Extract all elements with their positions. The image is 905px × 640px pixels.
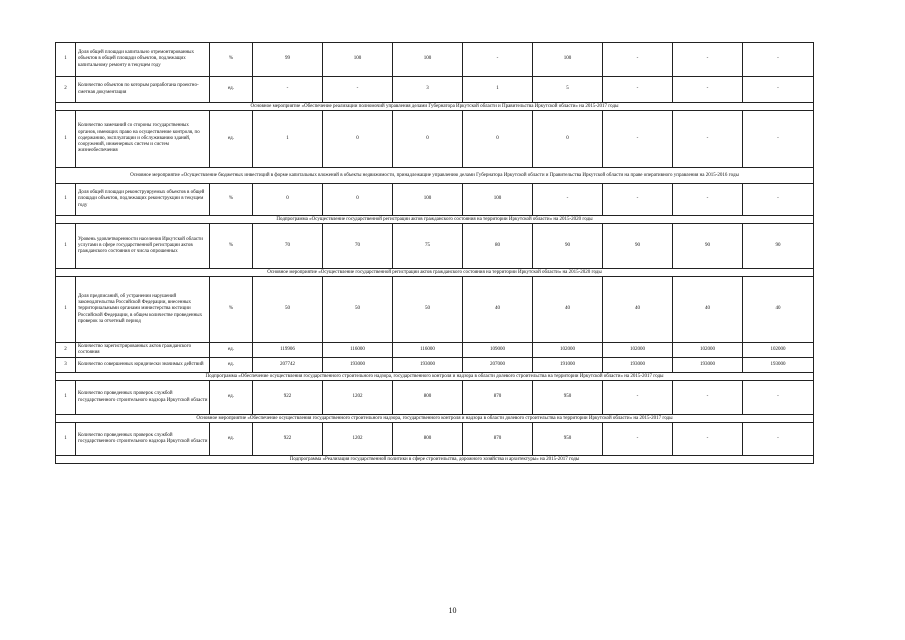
- value-cell: -: [743, 77, 814, 103]
- section-title: Основное мероприятие «Обеспечение осуществления государственного строительного надзора, государственного контроля и надзора в области долевого строительства на территории Иркутской области» на 2015-2017 годы: [56, 415, 814, 423]
- row-number: 1: [56, 381, 76, 415]
- value-cell: 40: [463, 277, 533, 343]
- value-cell: -: [743, 423, 814, 456]
- table-row: [56, 184, 814, 216]
- indicator-name: Доля предписаний, об устранении нарушений законодательства Российской Федерации, внесенных территориальными органами министерства юстиции Российской Федерации, в общем количестве проведенных проверок за отчетный период: [76, 277, 210, 343]
- value-cell: 75: [393, 224, 463, 269]
- value-cell: 0: [323, 111, 393, 168]
- value-cell: 800: [393, 381, 463, 415]
- indicator-name: Количество зарегистрированных актов гражданского состояния: [76, 343, 210, 358]
- value-cell: 193000: [323, 358, 393, 373]
- value-cell: 870: [463, 423, 533, 456]
- section-row: [56, 216, 814, 224]
- value-cell: 90: [603, 224, 673, 269]
- value-cell: 70: [323, 224, 393, 269]
- value-cell: -: [743, 184, 814, 216]
- indicator-name: Доля общей площади реконструируемых объектов в общей площади объектов, подлежащих реконструкции в текущем году: [76, 184, 210, 216]
- value-cell: 800: [393, 423, 463, 456]
- value-cell: 102000: [603, 343, 673, 358]
- value-cell: 90: [673, 224, 743, 269]
- value-cell: 50: [323, 277, 393, 343]
- row-number: 1: [56, 184, 76, 216]
- row-number: 3: [56, 358, 76, 373]
- value-cell: -: [463, 43, 533, 77]
- value-cell: 50: [393, 277, 463, 343]
- value-cell: 0: [463, 111, 533, 168]
- unit-cell: ед.: [210, 423, 253, 456]
- table-row: [56, 343, 814, 358]
- value-cell: 90: [743, 224, 814, 269]
- indicator-name: Количество проведенных проверок службой государственного строительного надзора Иркутской области: [76, 423, 210, 456]
- value-cell: 90: [533, 224, 603, 269]
- indicator-name: Количество замечаний со стороны государственных органов, имеющих право на осуществление контроля, по содержанию, эксплуатации и обслуживанию зданий, сооружений, инженерных систем и систем жизнеобеспечения: [76, 111, 210, 168]
- value-cell: 0: [393, 111, 463, 168]
- section-title: Основное мероприятие «Осуществление бюджетных инвестиций в форме капитальных вложений в объекты недвижимости, принадлежащие управлению делами Губернатора Иркутской области и Правительства Иркутской области на праве оперативного управления на 2015-2016 годы: [56, 168, 814, 184]
- section-title: Основное мероприятие «Осуществление государственной регистрации актов гражданского состояния на территории Иркутской области» на 2015-2020 годы: [56, 269, 814, 277]
- table-row: [56, 358, 814, 373]
- value-cell: -: [673, 111, 743, 168]
- row-number: 2: [56, 343, 76, 358]
- value-cell: 100: [323, 43, 393, 77]
- section-title: Основное мероприятие «Обеспечение реализации полномочий управления делами Губернатора Иркутской области и Правительства Иркутской области» на 2015-2017 годы: [56, 103, 814, 111]
- value-cell: -: [673, 184, 743, 216]
- value-cell: -: [603, 184, 673, 216]
- value-cell: 102000: [533, 343, 603, 358]
- value-cell: 40: [673, 277, 743, 343]
- value-cell: 870: [463, 381, 533, 415]
- indicators-table: [55, 42, 814, 464]
- value-cell: -: [603, 111, 673, 168]
- value-cell: -: [743, 381, 814, 415]
- section-row: [56, 269, 814, 277]
- value-cell: 191000: [533, 358, 603, 373]
- section-row: [56, 168, 814, 184]
- unit-cell: %: [210, 277, 253, 343]
- unit-cell: %: [210, 224, 253, 269]
- value-cell: 99: [253, 43, 323, 77]
- row-number: 2: [56, 77, 76, 103]
- value-cell: 50: [253, 277, 323, 343]
- value-cell: 1: [253, 111, 323, 168]
- unit-cell: ед.: [210, 77, 253, 103]
- value-cell: -: [603, 381, 673, 415]
- value-cell: 1: [463, 77, 533, 103]
- value-cell: 116000: [393, 343, 463, 358]
- unit-cell: ед.: [210, 111, 253, 168]
- value-cell: -: [673, 43, 743, 77]
- indicator-name: Уровень удовлетворенности населения Иркутской области услугами в сфере государственной регистрации актов гражданского состояния от числа опрошенных: [76, 224, 210, 269]
- row-number: 1: [56, 43, 76, 77]
- unit-cell: %: [210, 184, 253, 216]
- section-row: [56, 456, 814, 464]
- value-cell: 193000: [743, 358, 814, 373]
- indicator-name: Количество объектов по которым разработана проектно-сметная документация: [76, 77, 210, 103]
- value-cell: 950: [533, 381, 603, 415]
- value-cell: 3: [393, 77, 463, 103]
- value-cell: 1202: [323, 423, 393, 456]
- table-row: [56, 111, 814, 168]
- value-cell: 80: [463, 224, 533, 269]
- value-cell: 109000: [463, 343, 533, 358]
- value-cell: -: [673, 77, 743, 103]
- unit-cell: %: [210, 43, 253, 77]
- unit-cell: ед.: [210, 381, 253, 415]
- value-cell: 40: [533, 277, 603, 343]
- section-title: Подпрограмма «Обеспечение осуществления государственного строительного надзора, государственного контроля и надзора в области долевого строительства на территории Иркутской области» на 2015-2017 годы: [56, 373, 814, 381]
- value-cell: 0: [533, 111, 603, 168]
- value-cell: 193000: [393, 358, 463, 373]
- value-cell: -: [743, 43, 814, 77]
- value-cell: -: [603, 423, 673, 456]
- value-cell: 0: [253, 184, 323, 216]
- value-cell: 207000: [463, 358, 533, 373]
- section-row: [56, 373, 814, 381]
- value-cell: 950: [533, 423, 603, 456]
- table-row: [56, 77, 814, 103]
- value-cell: 922: [253, 423, 323, 456]
- value-cell: 116000: [323, 343, 393, 358]
- section-title: Подпрограмма «Осуществление государственной регистрации актов гражданского состояния на территории Иркутской области» на 2015-2020 годы: [56, 216, 814, 224]
- indicator-name: Доля общей площади капитально отремонтированных объектов в общей площади объектов, подлежащих капитальному ремонту в текущем году: [76, 43, 210, 77]
- section-row: [56, 103, 814, 111]
- value-cell: -: [253, 77, 323, 103]
- section-title: Подпрограмма «Реализация государственной политики в сфере строительства, дорожного хозяйства и архитектуры» на 2015-2017 годы: [56, 456, 814, 464]
- unit-cell: ед.: [210, 343, 253, 358]
- value-cell: -: [603, 77, 673, 103]
- value-cell: 102000: [743, 343, 814, 358]
- value-cell: -: [673, 423, 743, 456]
- value-cell: -: [323, 77, 393, 103]
- table-row: [56, 224, 814, 269]
- indicator-name: Количество проведенных проверок службой государственного строительного надзора Иркутской области: [76, 381, 210, 415]
- table-row: [56, 277, 814, 343]
- row-number: 1: [56, 277, 76, 343]
- value-cell: 40: [743, 277, 814, 343]
- value-cell: 0: [323, 184, 393, 216]
- value-cell: 922: [253, 381, 323, 415]
- indicator-name: Количество совершенных юридически значимых действий: [76, 358, 210, 373]
- row-number: 1: [56, 111, 76, 168]
- value-cell: 119906: [253, 343, 323, 358]
- value-cell: -: [743, 111, 814, 168]
- value-cell: 102000: [673, 343, 743, 358]
- value-cell: -: [673, 381, 743, 415]
- value-cell: 207742: [253, 358, 323, 373]
- value-cell: 5: [533, 77, 603, 103]
- value-cell: 100: [393, 184, 463, 216]
- value-cell: 100: [533, 43, 603, 77]
- value-cell: 70: [253, 224, 323, 269]
- page-number: 10: [448, 606, 457, 615]
- row-number: 1: [56, 224, 76, 269]
- value-cell: 193000: [603, 358, 673, 373]
- value-cell: 1202: [323, 381, 393, 415]
- table-row: [56, 423, 814, 456]
- table-row: [56, 43, 814, 77]
- value-cell: 193000: [673, 358, 743, 373]
- unit-cell: ед.: [210, 358, 253, 373]
- value-cell: -: [603, 43, 673, 77]
- row-number: 1: [56, 423, 76, 456]
- value-cell: -: [533, 184, 603, 216]
- value-cell: 40: [603, 277, 673, 343]
- value-cell: 100: [463, 184, 533, 216]
- value-cell: 100: [393, 43, 463, 77]
- section-row: [56, 415, 814, 423]
- table-row: [56, 381, 814, 415]
